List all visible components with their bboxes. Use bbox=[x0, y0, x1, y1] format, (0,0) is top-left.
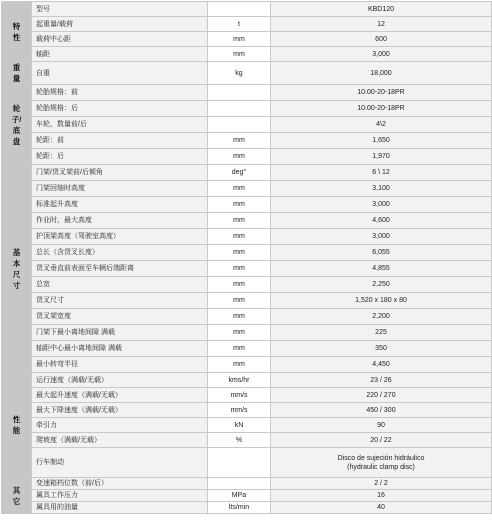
table-row bbox=[2, 357, 492, 373]
item-cell: 总宽 bbox=[32, 277, 208, 293]
item-cell: 货叉尺寸 bbox=[32, 293, 208, 309]
value-cell: 350 bbox=[271, 341, 492, 357]
table-row bbox=[2, 448, 492, 478]
table-row bbox=[2, 433, 492, 448]
category-text: 特 性 bbox=[12, 21, 21, 42]
table-row bbox=[2, 490, 492, 502]
table-row bbox=[2, 325, 492, 341]
unit-cell: mm/s bbox=[208, 403, 271, 418]
table-row bbox=[2, 293, 492, 309]
table-row bbox=[2, 213, 492, 229]
item-cell: 轮胎规格：后 bbox=[32, 101, 208, 117]
unit-cell: % bbox=[208, 433, 271, 448]
value-cell: 2,250 bbox=[271, 277, 492, 293]
table-row bbox=[2, 62, 492, 85]
table-row bbox=[2, 478, 492, 490]
table-row bbox=[2, 261, 492, 277]
value-cell: 3,000 bbox=[271, 197, 492, 213]
unit-cell: mm bbox=[208, 245, 271, 261]
value-cell: 40 bbox=[271, 502, 492, 514]
spec-table bbox=[1, 1, 492, 514]
item-cell: 起重量/载荷 bbox=[32, 17, 208, 32]
unit-cell: mm bbox=[208, 197, 271, 213]
table-row bbox=[2, 229, 492, 245]
table-row bbox=[2, 149, 492, 165]
item-cell: 轮距：后 bbox=[32, 149, 208, 165]
item-cell: 轴距 bbox=[32, 47, 208, 62]
value-line: (hydraulic clamp disc) bbox=[347, 463, 415, 471]
value-cell: 12 bbox=[271, 17, 492, 32]
category-label bbox=[2, 165, 32, 373]
unit-cell bbox=[208, 2, 271, 17]
item-cell: 最大起升速度（满载/无载） bbox=[32, 388, 208, 403]
unit-cell bbox=[208, 448, 271, 478]
item-cell: 载荷中心距 bbox=[32, 32, 208, 47]
value-cell: 10.00-20-18PR bbox=[271, 101, 492, 117]
value-cell: 4,450 bbox=[271, 357, 492, 373]
value-cell: 3,000 bbox=[271, 229, 492, 245]
table-row bbox=[2, 373, 492, 388]
value-cell: 20 / 22 bbox=[271, 433, 492, 448]
value-cell: 1,970 bbox=[271, 149, 492, 165]
value-cell: 2,200 bbox=[271, 309, 492, 325]
value-cell: 450 / 300 bbox=[271, 403, 492, 418]
unit-cell: mm bbox=[208, 181, 271, 197]
item-cell: 轮胎规格：前 bbox=[32, 85, 208, 101]
value-cell: 16 bbox=[271, 490, 492, 502]
value-cell: 3,100 bbox=[271, 181, 492, 197]
value-cell: 600 bbox=[271, 32, 492, 47]
value-cell: 6 \ 12 bbox=[271, 165, 492, 181]
item-cell: 轮距：前 bbox=[32, 133, 208, 149]
item-cell: 最大下降速度（满载/无载） bbox=[32, 403, 208, 418]
item-cell: 货叉垂直前表面至车辆后端距离 bbox=[32, 261, 208, 277]
item-cell: 门架下最小离地间隙 满载 bbox=[32, 325, 208, 341]
table-row bbox=[2, 502, 492, 514]
table-row bbox=[2, 341, 492, 357]
category-text: 其 它 bbox=[12, 485, 21, 506]
unit-cell bbox=[208, 478, 271, 490]
item-cell: 运行速度（满载/无载） bbox=[32, 373, 208, 388]
unit-cell: kN bbox=[208, 418, 271, 433]
table-row bbox=[2, 101, 492, 117]
item-cell: 行车制动 bbox=[32, 448, 208, 478]
item-cell: 门架/货叉架前/后倾角 bbox=[32, 165, 208, 181]
value-cell: 3,000 bbox=[271, 47, 492, 62]
unit-cell bbox=[208, 117, 271, 133]
unit-cell: kg bbox=[208, 62, 271, 85]
table-row bbox=[2, 418, 492, 433]
value-cell: 6,055 bbox=[271, 245, 492, 261]
unit-cell: mm/s bbox=[208, 388, 271, 403]
table-row bbox=[2, 17, 492, 32]
category-text: 轮 子/ 底 盘 bbox=[11, 103, 22, 146]
value-cell: 18,000 bbox=[271, 62, 492, 85]
table-row bbox=[2, 47, 492, 62]
item-cell: 自重 bbox=[32, 62, 208, 85]
value-cell: 4,855 bbox=[271, 261, 492, 277]
category-text: 基 本 尺 寸 bbox=[12, 247, 21, 290]
unit-cell: mm bbox=[208, 261, 271, 277]
value-cell: 225 bbox=[271, 325, 492, 341]
item-cell: 门架回缩时高度 bbox=[32, 181, 208, 197]
item-cell: 型号 bbox=[32, 2, 208, 17]
item-cell: 爬坡度（满载/无载） bbox=[32, 433, 208, 448]
table-row bbox=[2, 245, 492, 261]
unit-cell: deg° bbox=[208, 165, 271, 181]
unit-cell: kms/hr bbox=[208, 373, 271, 388]
unit-cell: t bbox=[208, 17, 271, 32]
value-cell: 90 bbox=[271, 418, 492, 433]
item-cell: 属具用的油量 bbox=[32, 502, 208, 514]
category-label bbox=[2, 85, 32, 165]
unit-cell: mm bbox=[208, 293, 271, 309]
item-cell: 标准起升高度 bbox=[32, 197, 208, 213]
table-row bbox=[2, 85, 492, 101]
item-cell: 变速箱档位数（前/后） bbox=[32, 478, 208, 490]
item-cell: 牵引力 bbox=[32, 418, 208, 433]
unit-cell: mm bbox=[208, 357, 271, 373]
item-cell: 轴距中心最小离地间隙 满载 bbox=[32, 341, 208, 357]
value-cell: 4\2 bbox=[271, 117, 492, 133]
unit-cell: mm bbox=[208, 309, 271, 325]
category-text: 性 能 bbox=[12, 415, 21, 435]
value-cell: 2 / 2 bbox=[271, 478, 492, 490]
table-row bbox=[2, 32, 492, 47]
value-cell: 220 / 270 bbox=[271, 388, 492, 403]
unit-cell: MPa bbox=[208, 490, 271, 502]
unit-cell bbox=[208, 101, 271, 117]
value-cell: 10.00-20-18PR bbox=[271, 85, 492, 101]
unit-cell bbox=[208, 85, 271, 101]
table-row bbox=[2, 197, 492, 213]
table-row bbox=[2, 309, 492, 325]
item-cell: 属具工作压力 bbox=[32, 490, 208, 502]
value-cell: 23 / 26 bbox=[271, 373, 492, 388]
item-cell: 最小转弯半径 bbox=[32, 357, 208, 373]
table-row bbox=[2, 2, 492, 17]
table-row bbox=[2, 117, 492, 133]
item-cell: 车轮，数量前/后 bbox=[32, 117, 208, 133]
unit-cell: mm bbox=[208, 32, 271, 47]
table-row bbox=[2, 133, 492, 149]
table-row bbox=[2, 403, 492, 418]
category-label bbox=[2, 478, 32, 514]
table-row bbox=[2, 388, 492, 403]
category-label bbox=[2, 62, 32, 85]
value-line: Disco de sujeción hidráulico bbox=[337, 454, 425, 462]
table-row bbox=[2, 181, 492, 197]
unit-cell: mm bbox=[208, 149, 271, 165]
value-cell: KBD120 bbox=[271, 2, 492, 17]
category-label bbox=[2, 2, 32, 62]
unit-cell: mm bbox=[208, 47, 271, 62]
item-cell: 货叉架宽度 bbox=[32, 309, 208, 325]
value-cell: 4,600 bbox=[271, 213, 492, 229]
value-cell: 1,520 x 180 x 80 bbox=[271, 293, 492, 309]
item-cell: 总长（含货叉长度） bbox=[32, 245, 208, 261]
unit-cell: mm bbox=[208, 213, 271, 229]
table-row bbox=[2, 165, 492, 181]
item-cell: 护顶架高度（驾驶室高度） bbox=[32, 229, 208, 245]
unit-cell: lts/min bbox=[208, 502, 271, 514]
category-label bbox=[2, 373, 32, 478]
value-cell: 1,650 bbox=[271, 133, 492, 149]
table-row bbox=[2, 277, 492, 293]
unit-cell: mm bbox=[208, 325, 271, 341]
unit-cell: mm bbox=[208, 133, 271, 149]
value-cell bbox=[271, 448, 492, 478]
unit-cell: mm bbox=[208, 277, 271, 293]
item-cell: 作业时，最大高度 bbox=[32, 213, 208, 229]
category-text: 重 量 bbox=[12, 63, 21, 83]
unit-cell: mm bbox=[208, 341, 271, 357]
unit-cell: mm bbox=[208, 229, 271, 245]
